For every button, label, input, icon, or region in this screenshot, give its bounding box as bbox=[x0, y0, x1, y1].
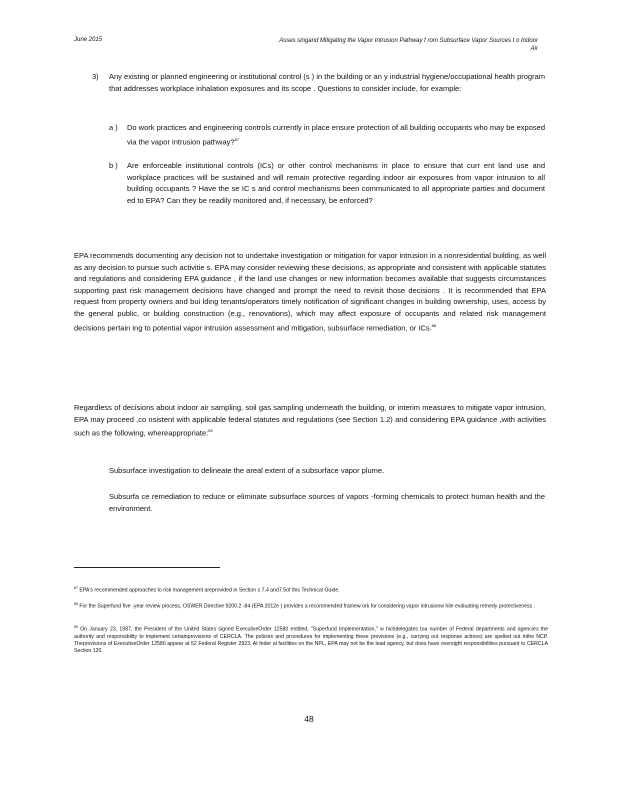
footnote-89 bbox=[74, 624, 548, 656]
footnote-mark: 88 bbox=[74, 602, 78, 606]
page-number: 48 bbox=[304, 714, 314, 724]
footnote-mark: 89 bbox=[74, 625, 78, 629]
footnote-88 bbox=[74, 601, 548, 611]
item-3-number: 3) bbox=[92, 72, 99, 81]
bullet-item: Subsurface investigation to delineate the areal extent of a subsurface vapor plume. bbox=[109, 466, 385, 475]
bullet-item: Subsurfa ce remediation to reduce or eliminate subsurface sources of vapors -forming chemicals to protect human health and the environment. bbox=[109, 492, 545, 513]
item-3a bbox=[127, 122, 545, 148]
footnote-ref-89: 89 bbox=[208, 428, 213, 434]
footnote-divider bbox=[74, 567, 220, 568]
item-3b-text: Are enforceable institutional controls (ICs) or other control mechanisms in place to ensure that curr ent land use and workplace practices will be sustained and will remain protective regarding indoor air exposures from vapor intrusion to all building occupants ? Have the se IC s and control mechanisms been communicated to all appropriate parties and document ed to EPA? Can they be readily monitored and, if necessary, be enforced? bbox=[127, 161, 545, 205]
item-3a-text: Do work practices and engineering controls currently in place ensure protection of all building occupants who may be exposed via the vapor intrusion pathway? bbox=[127, 123, 545, 147]
item-3a-letter: a ) bbox=[109, 123, 118, 132]
footnote-text: On January 23, 1987, the President of the United States signed ExecutiveOrder 12580 entitled, "Superfund Implementation," w hichdelegates toa number of Federal departments and agencies the authority and responsibility to implement certainprovisions of CERCLA. The policies and procedures for implementing these provisions (e.g., carrying out response actions) are spelled out inthe NCP. Theprovisions of ExecutiveOrder 12580 appear at 52 Federal Register 2923. At feder al facilities on the NPL, EPA may not be the lead agency, but does have oversight responsibilities pursuant to CERCLA Section 120. bbox=[74, 626, 548, 655]
paragraph-regardless bbox=[74, 402, 546, 439]
footnote-mark: 87 bbox=[74, 586, 78, 590]
paragraph-1-text: EPA recommends documenting any decision not to undertake investigation or mitigation for vapor intrusion in a nonresidential building, as well as any decision to pursue such activitie s. EPA may consider reviewing these decisions, as appropriate and consistent with applicable statutes and regulations and considering EPA guidance , if the land use changes or new information becomes available that suggests circumstances supporting past risk management decisions have changed and prompt the need to revisit those decisions . It is recommended that EPA request from property owners and bui lding tenants/operators timely notification of significant changes in building ownership, uses, access by the general public, or building construction (e.g., renovations), which may affect exposure of occupants and related risk management decisions pertain ing to potential vapor intrusion assessment and mitigation, subsurface remediation, or ICs. bbox=[74, 251, 546, 333]
paragraph-recommendations bbox=[74, 250, 546, 334]
footnote-87 bbox=[74, 585, 548, 595]
header-title: Asses singand Mitigating the Vapor Intrusion Pathway f rom Subsurface Vapor Sources t o Indoor Air bbox=[279, 38, 538, 52]
footnote-text: EPA's recommended approaches to risk management areprovided in Section s 7.4 and7.5of this Technical Guide. bbox=[79, 587, 340, 594]
footnote-ref-87: 87 bbox=[234, 136, 240, 142]
item-3b-letter: b ) bbox=[109, 161, 118, 170]
paragraph-2-text: Regardless of decisions about indoor air sampling, soil gas sampling underneath the building, or interim measures to mitigate vapor intrusion, EPA may proceed ,co nsistent with applicable federal statutes and regulations (see Section 1.2) and considering EPA guidance ,with activities such as the following, whereappropriate: bbox=[74, 403, 546, 438]
item-3-text: Any existing or planned engineering or institutional control (s ) in the building or an y industrial hygiene/occupational health program that addresses workplace inhalation exposures and its scope . Questions to consider include, for example: bbox=[109, 72, 545, 93]
footnote-text: For the Superfund five -year review process, OSWER Directive 9200.2 -84 (EPA 2012e ) provides a recommended framew ork for considering vapor intrusionw hile evaluating remedy protectiveness . bbox=[79, 603, 536, 610]
header-date: June 2015 bbox=[74, 37, 103, 43]
footnote-ref-88: 88 bbox=[431, 322, 437, 328]
